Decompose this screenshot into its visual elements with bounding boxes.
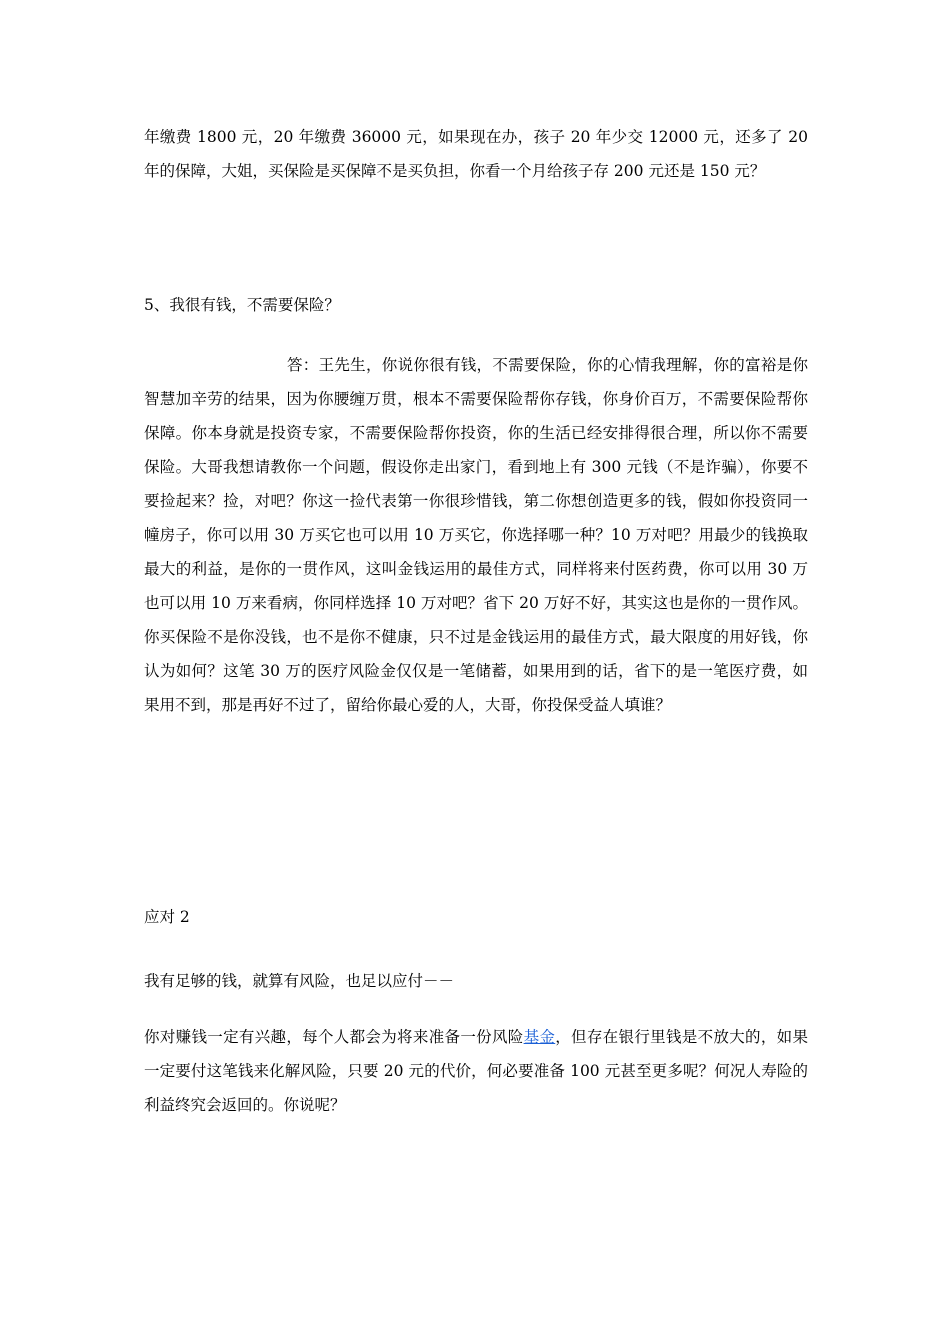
reply-text-after-link: ，但存在银行里钱是不放大的，如果一定要付这笔钱来化解风险，只要 20 元的代价，何必要准备 100 元甚至更多呢？何况人寿险的利益终究会返回的。你说呢？ [144,1028,808,1114]
objection-paragraph: 我有足够的钱，就算有风险，也足以应付－－ [144,972,455,990]
reply-paragraph [144,1020,808,1122]
answer-paragraph: 答：王先生，你说你很有钱，不需要保险，你的心情我理解，你的富裕是你智慧加辛劳的结果，因为你腰缠万贯，根本不需要保险帮你存钱，你身价百万，不需要保险帮你保障。你本身就是投资专家，不需要保险帮你投资，你的生活已经安排得很合理，所以你不需要保险。大哥我想请教你一个问题，假设你走出家门，看到地上有 300 元钱（不是诈骗），你要不要捡起来？捡，对吧？你这一捡代表第一你很珍惜钱，第二你想创造更多的钱，假如你投资同一幢房子，你可以用 30 万买它也可以用 10 万买它，你选择哪一种？10 万对吧？用最少的钱换取最大的利益，是你的一贯作风，这叫金钱运用的最佳方式，同样将来付医药费，你可以用 30 万也可以用 10 万来看病，你同样选择 10 万对吧？省下 20 万好不好，其实这也是你的一贯作风。你买保险不是你没钱，也不是你不健康，只不过是金钱运用的最佳方式，最大限度的用好钱，你认为如何？这笔 30 万的医疗风险金仅仅是一笔储蓄，如果用到的话，省下的是一笔医疗费，如果用不到，那是再好不过了，留给你最心爱的人，大哥，你投保受益人填谁？ [144,356,808,714]
response-heading-2: 应对 2 [144,908,190,926]
fund-link[interactable]: 基金 [523,1028,556,1046]
reply-text-before-link: 你对赚钱一定有兴趣，每个人都会为将来准备一份风险 [144,1028,524,1046]
paragraph-premium-comparison: 年缴费 1800 元，20 年缴费 36000 元，如果现在办，孩子 20 年少交 12000 元，还多了 20 年的保障，大姐，买保险是买保障不是买负担，你看一个月给孩子存 200 元还是 150 元？ [144,128,808,180]
question-heading-5: 5、我很有钱，不需要保险？ [144,296,340,314]
